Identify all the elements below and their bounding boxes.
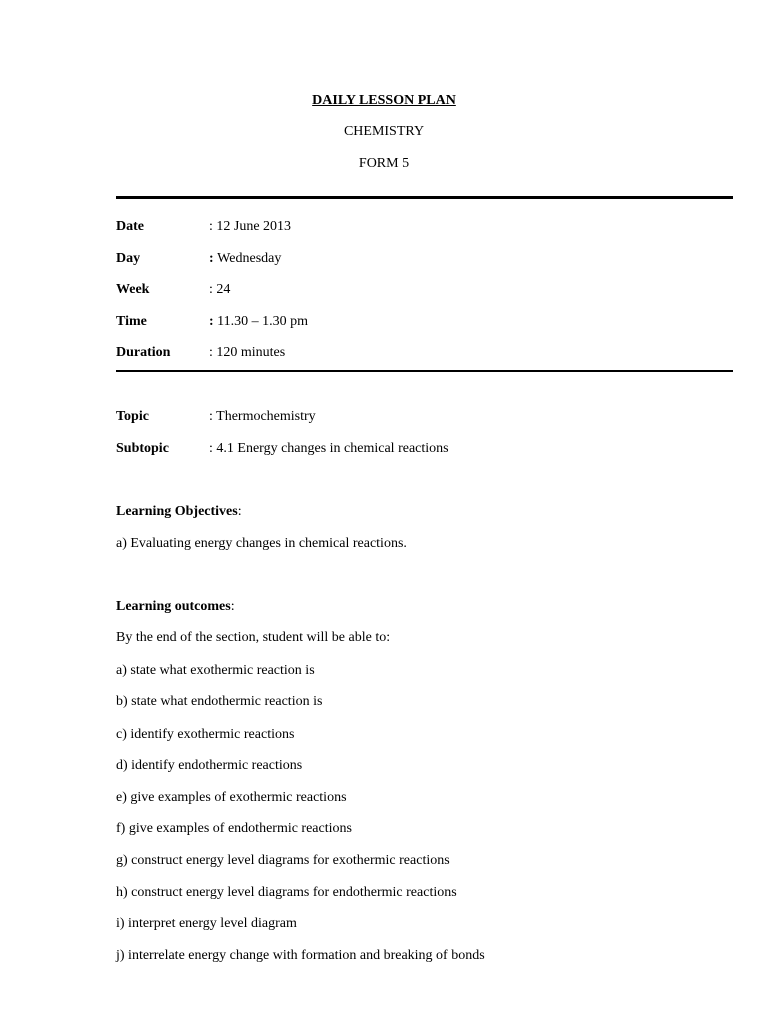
outcome-item-j: j) interrelate energy change with formation and breaking of bonds <box>116 948 485 963</box>
time-label: Time <box>116 314 147 329</box>
outcome-item-c: c) identify exothermic reactions <box>116 727 295 742</box>
subject-name: CHEMISTRY <box>343 124 425 139</box>
objectives-heading: Learning Objectives: <box>116 504 242 519</box>
topic-label: Topic <box>116 409 149 424</box>
duration-label: Duration <box>116 345 171 360</box>
outcome-item-d: d) identify endothermic reactions <box>116 758 303 773</box>
day-value: : Wednesday <box>209 251 282 266</box>
outcome-item-g: g) construct energy level diagrams for exothermic reactions <box>116 853 450 868</box>
duration-value: : 120 minutes <box>209 345 286 360</box>
subtopic-label: Subtopic <box>116 441 169 456</box>
outcome-item-b: b) state what endothermic reaction is <box>116 694 323 709</box>
objective-item: a) Evaluating energy changes in chemical reactions. <box>116 536 407 551</box>
top-divider <box>116 196 733 199</box>
outcomes-intro: By the end of the section, student will be able to: <box>116 630 391 645</box>
date-label: Date <box>116 219 144 234</box>
week-value: : 24 <box>209 282 231 297</box>
outcome-item-h: h) construct energy level diagrams for endothermic reactions <box>116 885 457 900</box>
subtopic-value: : 4.1 Energy changes in chemical reactions <box>209 441 449 456</box>
date-value: : 12 June 2013 <box>209 219 292 234</box>
form-level: FORM 5 <box>358 156 410 171</box>
time-value: : 11.30 – 1.30 pm <box>209 314 309 329</box>
topic-value: : Thermochemistry <box>209 409 316 424</box>
outcomes-heading: Learning outcomes: <box>116 599 235 614</box>
outcome-item-e: e) give examples of exothermic reactions <box>116 790 347 805</box>
outcome-item-f: f) give examples of endothermic reactions <box>116 821 352 836</box>
week-label: Week <box>116 282 150 297</box>
middle-divider <box>116 370 733 372</box>
day-label: Day <box>116 251 141 266</box>
document-title: DAILY LESSON PLAN <box>312 93 456 108</box>
outcome-item-i: i) interpret energy level diagram <box>116 916 297 931</box>
outcome-item-a: a) state what exothermic reaction is <box>116 663 315 678</box>
